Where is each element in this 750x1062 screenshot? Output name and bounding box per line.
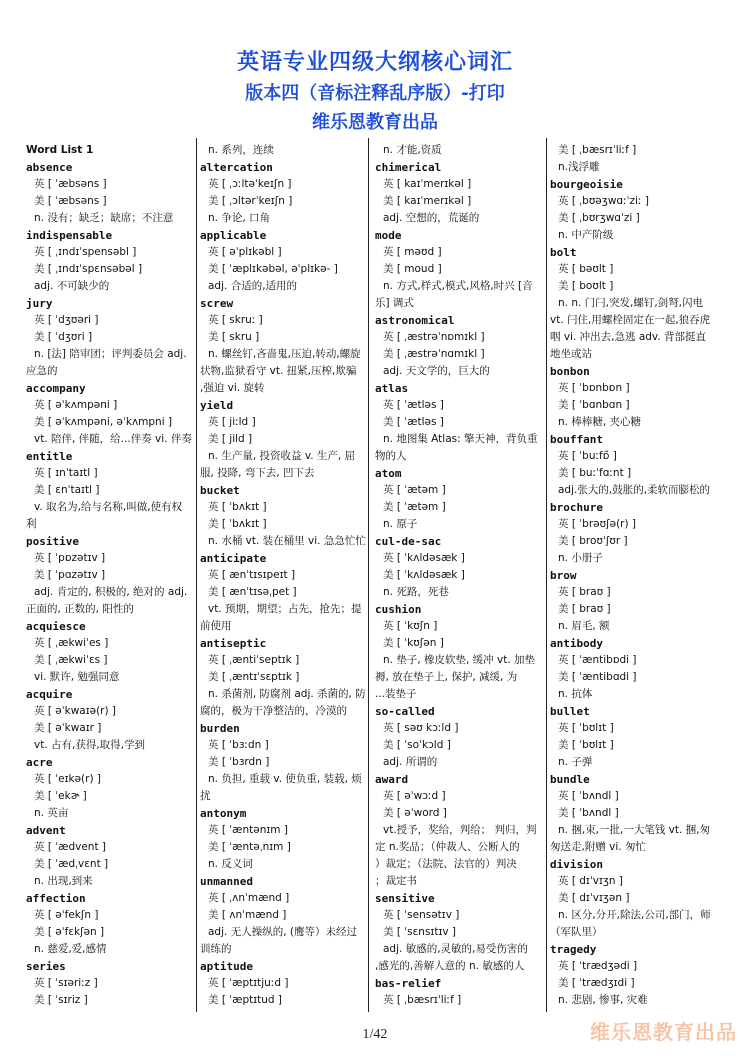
headword: entitle <box>26 450 73 463</box>
headword: brochure <box>550 501 603 514</box>
headword: bouffant <box>550 433 603 446</box>
pronunciation: 英 [ skruː ] <box>208 314 263 326</box>
headword: division <box>550 858 603 871</box>
headword: positive <box>26 535 79 548</box>
pronunciation: 美 [ broʊˈʃʊr ] <box>558 535 628 547</box>
pronunciation: 英 [ ˌɪndɪˈspensəbl ] <box>34 246 137 258</box>
pronunciation: 美 [ ʌnˈmænd ] <box>208 909 287 921</box>
headword: cul-de-sac <box>375 535 442 548</box>
pronunciation: 美 [ ˌæntɪˈsɛptɪk ] <box>208 671 300 683</box>
pronunciation: 美 [ ɛnˈtaɪtl ] <box>34 484 100 496</box>
definition-continued: 匆送走,附赠 vi. 匆忙 <box>550 841 646 853</box>
definition: adj. 肯定的, 积极的, 绝对的 adj. <box>34 586 188 598</box>
definition-continued: 利 <box>26 518 37 530</box>
word-column-2 <box>200 142 366 1012</box>
pronunciation: 美 [ ˌbʊrʒwɑˈzi ] <box>558 212 640 224</box>
pronunciation: 美 [ ˈsɪriz ] <box>34 994 88 1006</box>
definition-continued: 乐] 调式 <box>375 297 414 309</box>
definition-continued: ...装垫子 <box>375 688 417 700</box>
definition: n. 反义词 <box>208 858 253 870</box>
pronunciation: 英 [ braʊ ] <box>558 586 611 598</box>
headword: accompany <box>26 382 86 395</box>
publisher-line: 维乐恩教育出品 <box>312 112 438 133</box>
pronunciation: 英 [ ˈkʌldəsæk ] <box>383 552 465 564</box>
definition-continued: （军队里） <box>550 926 603 938</box>
definition: n. 才能,资质 <box>383 144 442 156</box>
definition: n. 悲剧, 惨事, 灾难 <box>558 994 648 1006</box>
pronunciation: 英 [ ˈeɪkə(r) ] <box>34 773 102 785</box>
headword: acquire <box>26 688 73 701</box>
definition: n. 慈爱,爱,感情 <box>34 943 107 955</box>
headword: unmanned <box>200 875 253 888</box>
pronunciation: 美 [ ˈæbsəns ] <box>34 195 107 207</box>
pronunciation: 英 [ əˈplɪkəbl ] <box>208 246 282 258</box>
definition-continued: 前使用 <box>200 620 232 632</box>
pronunciation: 美 [ ˈtrædʒɪdi ] <box>558 977 635 989</box>
pronunciation: 英 [ ˈædvent ] <box>34 841 107 853</box>
definition: adj.张大的,鼓胀的,柔软而膨松的 <box>558 484 711 496</box>
headword: chimerical <box>375 161 442 174</box>
pronunciation: 美 [ ˈætləs ] <box>383 416 444 428</box>
word-column-1 <box>26 142 196 1012</box>
pronunciation: 英 [ kaɪˈmerɪkəl ] <box>383 178 472 190</box>
headword: jury <box>26 297 53 310</box>
definition: n. 出现,到来 <box>34 875 93 887</box>
pronunciation: 英 [ ˌʌnˈmænd ] <box>208 892 290 904</box>
pronunciation: 英 [ məʊd ] <box>383 246 442 258</box>
pronunciation: 英 [ ˈsɪəriːz ] <box>34 977 98 989</box>
headword: atom <box>375 467 402 480</box>
pronunciation: 英 [ ˌbæsrɪˈliːf ] <box>383 994 462 1006</box>
definition: adj. 不可缺少的 <box>34 280 110 292</box>
definition: n. 垫子, 橡皮软垫, 缓冲 vt. 加垫 <box>383 654 536 666</box>
pronunciation: 美 [ ˌbæsrɪˈliːf ] <box>558 144 637 156</box>
pronunciation: 美 [ ˈæntəˌnɪm ] <box>208 841 291 853</box>
pronunciation: 英 [ ˈkʊʃn ] <box>383 620 438 632</box>
pronunciation: 美 [ dɪˈvɪʒən ] <box>558 892 630 904</box>
headword: altercation <box>200 161 273 174</box>
headword: yield <box>200 399 234 412</box>
headword: screw <box>200 297 234 310</box>
pronunciation: 美 [ skru ] <box>208 331 260 343</box>
headword: aptitude <box>200 960 253 973</box>
definition-continued: 褥, 放在垫子上, 保护, 减缓, 为 <box>375 671 518 683</box>
definition: n. 眉毛, 额 <box>558 620 610 632</box>
pronunciation: 美 [ ˌɔltərˈkeɪʃn ] <box>208 195 293 207</box>
headword: bullet <box>550 705 590 718</box>
column-divider <box>196 138 197 1012</box>
definition: n. 小册子 <box>558 552 603 564</box>
definition: n. 地图集 Atlas: 擎天神，背负重 <box>383 433 538 445</box>
headword: mode <box>375 229 402 242</box>
pronunciation: 英 [ ˈbɒnbɒn ] <box>558 382 630 394</box>
pronunciation: 美 [ əˈkʌmpəni, əˈkʌmpni ] <box>34 416 173 428</box>
pronunciation: 英 [ ˌbʊəʒwɑːˈziː ] <box>558 195 649 207</box>
page-title: 英语专业四级大纲核心词汇 <box>236 50 513 75</box>
headword: series <box>26 960 66 973</box>
pronunciation: 英 [ əˈkwaɪə(r) ] <box>34 705 117 717</box>
definition-continued: 腐的，极为干净整洁的，冷漠的 <box>200 705 347 717</box>
pronunciation: 美 [ jild ] <box>208 433 253 445</box>
definition: vt.授予，奖给，判给； 判归，判 <box>383 824 537 836</box>
pronunciation: 英 [ ˈæntibɒdi ] <box>558 654 637 666</box>
definition: n. 棒棒糖, 夹心糖 <box>558 416 642 428</box>
pronunciation: 美 [ ˈætəm ] <box>383 501 446 513</box>
pronunciation: 英 [ ˈbɜːdn ] <box>208 739 269 751</box>
definition-continued: 服, 投降, 弯下去, 凹下去 <box>200 467 315 479</box>
definition-continued: ）裁定；（法院、法官的）判决 <box>375 858 517 870</box>
definition: vi. 默许, 勉强同意 <box>34 671 120 683</box>
pronunciation: 英 [ ˈæntənɪm ] <box>208 824 288 836</box>
definition: n. 没有；缺乏；缺席；不注意 <box>34 212 174 224</box>
pronunciation: 美 [ ˈkʌldəsæk ] <box>383 569 465 581</box>
pronunciation: 英 [ ˈætləs ] <box>383 399 444 411</box>
pronunciation: 美 [ boʊlt ] <box>558 280 614 292</box>
pronunciation: 美 [ ˈkʊʃən ] <box>383 637 444 649</box>
headword: burden <box>200 722 240 735</box>
headword: cushion <box>375 603 422 616</box>
pronunciation: 美 [ moud ] <box>383 263 442 275</box>
pronunciation: 美 [ ˈbʌndl ] <box>558 807 619 819</box>
pronunciation: 美 [ ˈbɜrdn ] <box>208 756 270 768</box>
definition: n. n. 门闩,突发,螺钉,剑弩,闪电 <box>558 297 704 309</box>
pronunciation: 英 [ jiːld ] <box>208 416 256 428</box>
pronunciation: 英 [ əˈfekʃn ] <box>34 909 99 921</box>
pronunciation: 美 [ ˌæstrəˈnɑmɪkl ] <box>383 348 485 360</box>
headword: acre <box>26 756 53 769</box>
word-column-4 <box>550 142 725 1012</box>
headword: bas-relief <box>375 977 442 990</box>
pronunciation: 美 [ ˌækwiˈɛs ] <box>34 654 108 666</box>
definition-continued: 扰 <box>200 790 211 802</box>
pronunciation: 美 [ ˈdʒʊri ] <box>34 331 93 343</box>
pronunciation: 英 [ ˌæntiˈseptɪk ] <box>208 654 300 666</box>
pronunciation: 英 [ ˈtrædʒədi ] <box>558 960 638 972</box>
definition: adj. 所谓的 <box>383 756 438 768</box>
headword: antonym <box>200 807 247 820</box>
headword: advent <box>26 824 66 837</box>
pronunciation: 美 [ ˈekɚ ] <box>34 790 87 802</box>
pronunciation: 美 [ ˈbʌkɪt ] <box>208 518 267 530</box>
pronunciation: 英 [ ˌækwiˈes ] <box>34 637 109 649</box>
definition-continued: 状物,监狱看守 vt. 扭紧,压榨,欺骗 <box>200 365 357 377</box>
pronunciation: 英 [ ˈæptɪtjuːd ] <box>208 977 289 989</box>
pronunciation: 英 [ səʊ kɔːld ] <box>383 722 459 734</box>
pronunciation: 英 [ ˈbʌndl ] <box>558 790 619 802</box>
pronunciation: 英 [ ˈbuːfɒ̃ ] <box>558 450 617 462</box>
pronunciation: 美 [ ˈpɑzətɪv ] <box>34 569 106 581</box>
pronunciation: 美 [ kaɪˈmerɪkəl ] <box>383 195 472 207</box>
definition: n. 死路，死巷 <box>383 586 449 598</box>
headword: bundle <box>550 773 590 786</box>
pronunciation: 美 [ ˈæntibɑdi ] <box>558 671 637 683</box>
definition: n. 方式,样式,模式,风格,时兴 [音 <box>383 280 533 292</box>
definition: n. 英亩 <box>34 807 69 819</box>
definition: n. 争论, 口角 <box>208 212 271 224</box>
definition: n. 生产量, 投资收益 v. 生产, 屈 <box>208 450 356 462</box>
pronunciation: 英 [ bəʊlt ] <box>558 263 614 275</box>
definition: v. 取名为,给与名称,叫做,使有权 <box>34 501 183 513</box>
pronunciation: 美 [ əˈword ] <box>383 807 447 819</box>
pronunciation: 美 [ ˈædˌvɛnt ] <box>34 858 109 870</box>
headword: award <box>375 773 409 786</box>
headword: tragedy <box>550 943 597 956</box>
definition: vt. 陪伴, 伴随，给...伴奏 vi. 伴奏 <box>34 433 192 445</box>
pronunciation: 英 [ ˈæbsəns ] <box>34 178 107 190</box>
headword: bolt <box>550 246 577 259</box>
definition-continued: 训练的 <box>200 943 232 955</box>
definition-continued: ,感光的,善解人意的 n. 敏感的人 <box>375 960 525 972</box>
pronunciation: 英 [ əˈkʌmpəni ] <box>34 399 118 411</box>
headword: antibody <box>550 637 603 650</box>
pronunciation: 英 [ ɪnˈtaɪtl ] <box>34 467 98 479</box>
pronunciation: 美 [ ˈsɛnsɪtɪv ] <box>383 926 456 938</box>
column-divider <box>546 138 547 1012</box>
definition: vt. 占有,获得,取得,学到 <box>34 739 146 751</box>
headword: bonbon <box>550 365 590 378</box>
definition: n. 水桶 vt. 装在桶里 vi. 急急忙忙 <box>208 535 366 547</box>
definition: n. [法] 陪审团；评判委员会 adj. <box>34 348 187 360</box>
pronunciation: 美 [ ænˈtɪsəˌpet ] <box>208 586 297 598</box>
definition: n. 中产阶级 <box>558 229 614 241</box>
pronunciation: 英 [ ˌæstrəˈnɒmɪkl ] <box>383 331 485 343</box>
definition: adj. 无人操纵的, (鹰等）未经过 <box>208 926 357 938</box>
definition: n. 杀菌剂, 防腐剂 adj. 杀菌的, 防 <box>208 688 366 700</box>
pronunciation: 英 [ dɪˈvɪʒn ] <box>558 875 623 887</box>
pronunciation: 英 [ ˈsensətɪv ] <box>383 909 460 921</box>
definition: n. 抗体 <box>558 688 593 700</box>
headword: affection <box>26 892 86 905</box>
definition-continued: 应急的 <box>26 365 58 377</box>
definition: adj. 合适的,适用的 <box>208 280 298 292</box>
pronunciation: 美 [ braʊ ] <box>558 603 611 615</box>
definition: n.浅浮雕 <box>558 161 600 173</box>
pronunciation: 美 [ əˈkwaɪr ] <box>34 722 102 734</box>
pronunciation: 美 [ ˌɪndɪˈspɛnsəbəl ] <box>34 263 143 275</box>
pronunciation: 英 [ ænˈtɪsɪpeɪt ] <box>208 569 296 581</box>
page-number: 1/42 <box>362 1027 388 1042</box>
headword: bourgeoisie <box>550 178 623 191</box>
headword: astronomical <box>375 314 455 327</box>
column-divider <box>368 138 369 1012</box>
headword: applicable <box>200 229 267 242</box>
word-list-heading: Word List 1 <box>26 144 94 156</box>
pronunciation: 美 [ ˈæptɪtud ] <box>208 994 283 1006</box>
definition: n. 区分,分开,除法,公司,部门，师 <box>558 909 711 921</box>
headword: antiseptic <box>200 637 267 650</box>
pronunciation: 美 [ ˈæplɪkəbəl, əˈplɪkə- ] <box>208 263 338 275</box>
headword: indispensable <box>26 229 113 242</box>
definition-continued: 咽 vi. 冲出去,急逃 adv. 背部挺直 <box>550 331 706 343</box>
watermark-logo: 维乐恩教育出品 <box>590 1020 737 1044</box>
pronunciation: 英 [ ˈbrəʊʃə(r) ] <box>558 518 637 530</box>
pronunciation: 美 [ ˈbɑnbɑn ] <box>558 399 630 411</box>
definition: vt. 预期，期望；占先，抢先；提 <box>208 603 362 615</box>
pronunciation: 英 [ ˌɔːltəˈkeɪʃn ] <box>208 178 292 190</box>
definition-continued: 物的人 <box>375 450 407 462</box>
headword: atlas <box>375 382 409 395</box>
definition: n. 系列，连续 <box>208 144 274 156</box>
headword: absence <box>26 161 73 174</box>
pronunciation: 英 [ ˈbʌkɪt ] <box>208 501 267 513</box>
definition: n. 捆,束,一批,一大笔钱 vt. 捆,匆 <box>558 824 711 836</box>
headword: anticipate <box>200 552 267 565</box>
definition: adj. 空想的，荒诞的 <box>383 212 480 224</box>
definition: adj. 天文学的，巨大的 <box>383 365 490 377</box>
definition: n. 螺丝钉,吝啬鬼,压迫,转动,螺旋 <box>208 348 361 360</box>
pronunciation: 美 [ əˈfɛkʃən ] <box>34 926 105 938</box>
definition-continued: vt. 闩住,用螺栓固定在一起,狼吞虎 <box>550 314 711 326</box>
definition-continued: 定 n.奖品；（仲裁人、公断人的 <box>375 841 520 853</box>
pronunciation: 英 [ ˈætəm ] <box>383 484 446 496</box>
headword: brow <box>550 569 577 582</box>
headword: bucket <box>200 484 240 497</box>
pronunciation: 美 [ buːˈfɑːnt ] <box>558 467 632 479</box>
definition: n. 负担, 重载 v. 使负重, 装载, 烦 <box>208 773 362 785</box>
definition: adj. 敏感的,灵敏的,易受伤害的 <box>383 943 528 955</box>
definition-continued: 地坐或站 <box>550 348 592 360</box>
word-column-3 <box>375 142 543 1012</box>
definition-continued: 正面的, 正数的, 阳性的 <box>26 603 134 615</box>
definition-continued: ,强迫 vi. 旋转 <box>200 382 265 394</box>
pronunciation: 美 [ ˈsoˈkɔld ] <box>383 739 451 751</box>
definition-continued: ；裁定书 <box>375 875 417 887</box>
pronunciation: 美 [ ˈbʊlɪt ] <box>558 739 614 751</box>
headword: so-called <box>375 705 435 718</box>
pronunciation: 英 [ əˈwɔːd ] <box>383 790 446 802</box>
definition: n. 子弹 <box>558 756 593 768</box>
pronunciation: 英 [ ˈpɒzətɪv ] <box>34 552 106 564</box>
pronunciation: 英 [ ˈdʒʊəri ] <box>34 314 99 326</box>
definition: n. 原子 <box>383 518 418 530</box>
headword: sensitive <box>375 892 435 905</box>
headword: acquiesce <box>26 620 86 633</box>
page-subtitle: 版本四（音标注释乱序版）-打印 <box>245 83 505 104</box>
pronunciation: 英 [ ˈbʊlɪt ] <box>558 722 614 734</box>
